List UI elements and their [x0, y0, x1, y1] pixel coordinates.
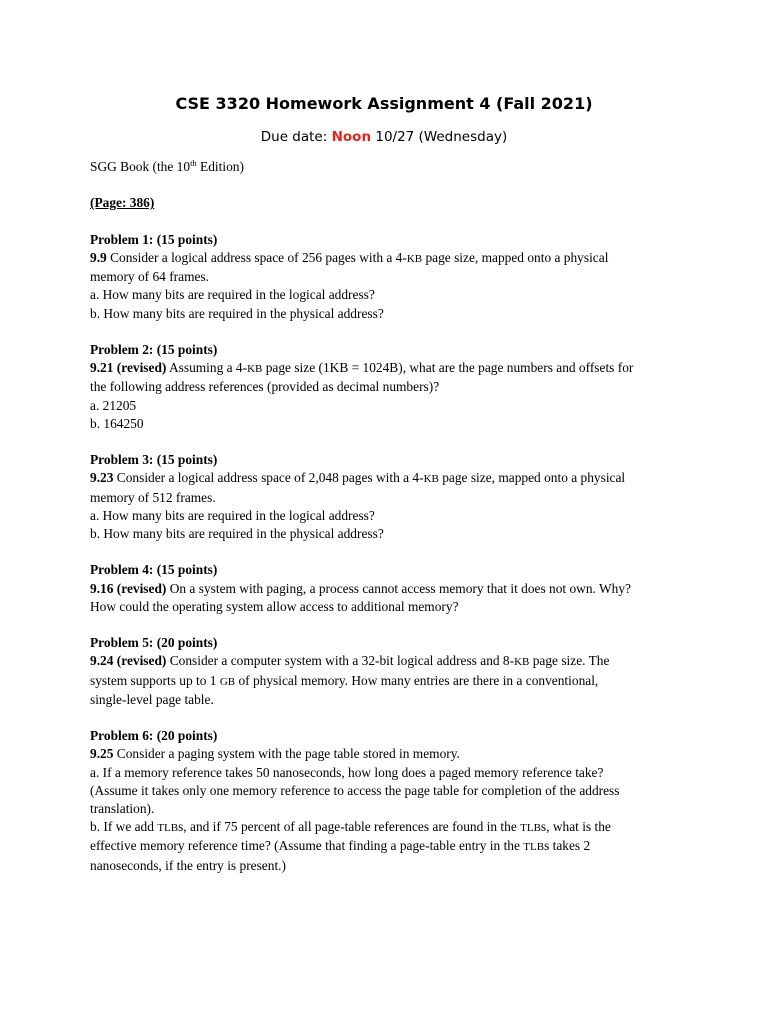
problem-number: 9.24 (revised): [90, 653, 167, 669]
problem-text: of physical memory. How many entries are there in a conventional,: [235, 672, 599, 688]
problem-text: Assuming a 4-: [166, 360, 248, 376]
document-title: CSE 3320 Homework Assignment 4 (Fall 2021): [175, 94, 593, 113]
problem-text: Consider a logical address space of 256 pages with a 4-: [106, 249, 407, 265]
problem-5: [90, 634, 690, 709]
book-reference: [90, 158, 690, 176]
problem-3: [90, 451, 690, 543]
question-text: effective memory reference time? (Assume that finding a page-table entry in the: [90, 838, 524, 854]
unit-text: KB: [423, 473, 439, 486]
problem-header: Problem 6: (20 points): [90, 728, 218, 744]
unit-text: TLB: [523, 841, 545, 854]
unit-text: TLB: [157, 822, 179, 835]
book-text-end: Edition): [196, 159, 244, 174]
problem-number: 9.9: [90, 249, 107, 265]
due-rest: 10/27 (Wednesday): [371, 129, 508, 145]
problem-text: Consider a logical address space of 2,048 pages with a 4-: [113, 470, 424, 486]
problem-number: 9.23: [90, 470, 114, 486]
question-a-cont: translation).: [90, 801, 155, 816]
page-ref-text: (Page: 386): [90, 195, 155, 211]
unit-text: KB: [406, 252, 423, 265]
problem-text: How could the operating system allow access to additional memory?: [90, 598, 459, 614]
unit-text: KB: [247, 363, 263, 376]
page-reference: [90, 194, 690, 212]
problem-2: [90, 341, 690, 433]
problem-text: the following address references (provided as decimal numbers)?: [90, 379, 440, 395]
unit-text: GB: [219, 675, 236, 688]
question-b: [90, 818, 690, 837]
question-a: a. If a memory reference takes 50 nanoseconds, how long does a paged memory reference take?: [90, 764, 604, 780]
problem-header: Problem 2: (15 points): [90, 341, 218, 357]
problem-number: 9.25: [90, 746, 114, 762]
question-text: s takes 2: [544, 838, 591, 854]
question-b-cont: nanoseconds, if the entry is present.): [90, 857, 286, 873]
problem-text: memory of 512 frames.: [90, 489, 216, 505]
book-superscript: th: [190, 158, 197, 168]
question-text: b. If we add: [90, 819, 158, 835]
problem-header: Problem 5: (20 points): [90, 635, 218, 651]
question-b: b. How many bits are required in the physical address?: [90, 305, 384, 321]
question-text: s, and if 75 percent of all page-table references are found in the: [178, 819, 521, 835]
question-b: b. How many bits are required in the physical address?: [90, 526, 384, 541]
due-highlight: Noon: [331, 129, 372, 145]
question-a: a. 21205: [90, 397, 137, 413]
problem-number: 9.21 (revised): [90, 360, 167, 376]
due-date: [0, 128, 768, 146]
problem-text: system supports up to 1: [90, 672, 220, 688]
problem-text: page size. The: [529, 653, 610, 669]
problem-text: page size, mapped onto a physical: [422, 249, 609, 265]
problem-header: Problem 1: (15 points): [90, 231, 218, 247]
document-body: [90, 158, 690, 875]
problem-4: [90, 561, 690, 616]
unit-text: TLB: [520, 822, 541, 835]
problem-text: page size, mapped onto a physical: [438, 470, 626, 486]
problem-number: 9.16 (revised): [90, 580, 167, 596]
question-a: a. How many bits are required in the logical address?: [90, 287, 375, 303]
question-a-cont: (Assume it takes only one memory reference to access the page table for completion of the address: [90, 782, 620, 798]
problem-text: Consider a computer system with a 32-bit logical address and 8-: [166, 653, 515, 669]
question-a: a. How many bits are required in the logical address?: [90, 507, 375, 523]
problem-text: On a system with paging, a process cannot access memory that it does not own. Why?: [166, 580, 631, 596]
problem-1: [90, 231, 690, 323]
problem-text: memory of 64 frames.: [90, 269, 209, 285]
question-b: b. 164250: [90, 415, 144, 431]
question-text: s, what is the: [540, 819, 611, 835]
book-text: SGG Book (the 10: [90, 159, 191, 174]
problem-text: page size (1KB = 1024B), what are the page numbers and offsets for: [262, 360, 634, 376]
unit-text: KB: [514, 656, 530, 669]
due-label: Due date:: [260, 129, 332, 145]
question-b-cont: [90, 837, 690, 856]
problem-text: single-level page table.: [90, 691, 214, 707]
problem-header: Problem 3: (15 points): [90, 452, 218, 468]
problem-6: [90, 727, 690, 875]
problem-text: Consider a paging system with the page table stored in memory.: [113, 746, 460, 762]
problem-header: Problem 4: (15 points): [90, 562, 218, 578]
